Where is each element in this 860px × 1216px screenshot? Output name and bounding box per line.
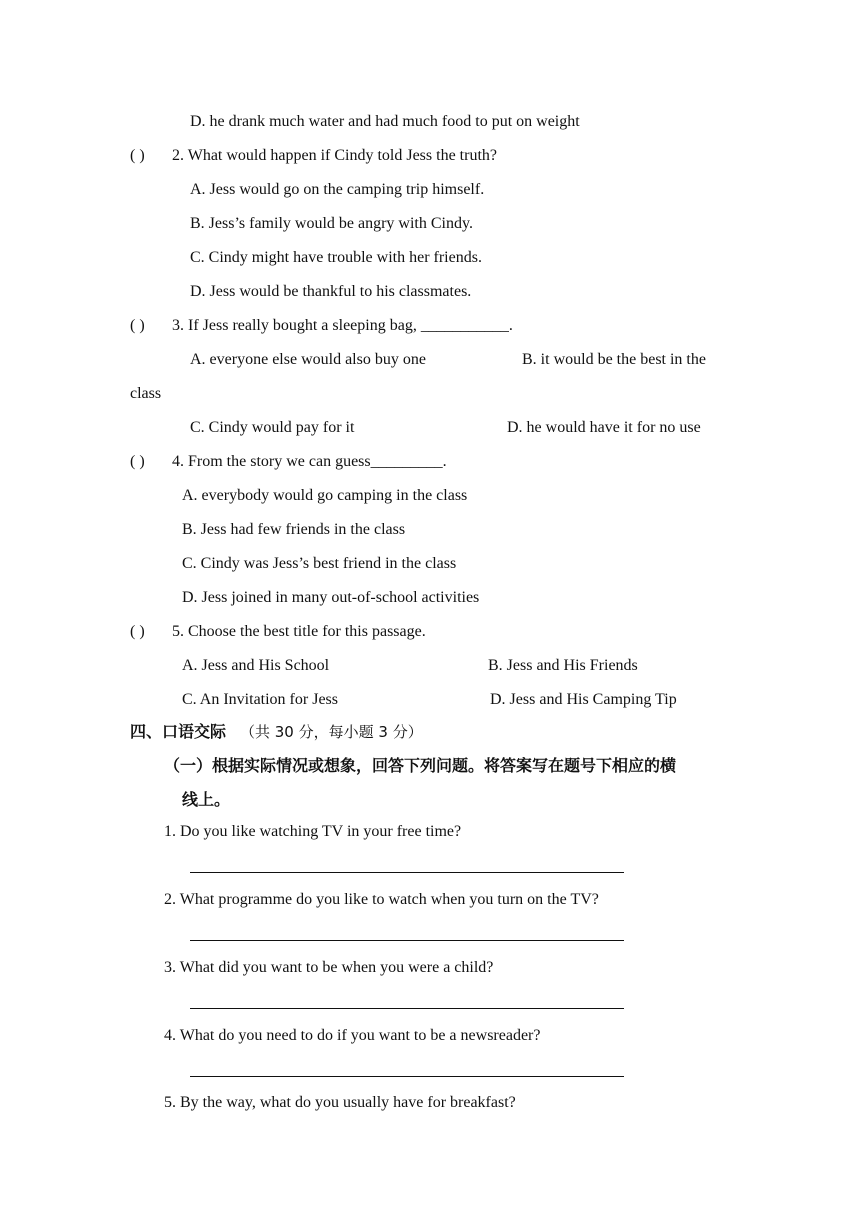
answer-line-4[interactable]: [190, 1076, 624, 1077]
section-score: （共 30 分，每小题 3 分）: [240, 723, 423, 741]
q5-answer-blank: ( ): [130, 623, 145, 640]
q2-stem: 2. What would happen if Cindy told Jess the truth?: [172, 147, 497, 164]
q5-option-c: C. An Invitation for Jess: [182, 691, 338, 708]
q3-option-a: A. everyone else would also buy one: [190, 351, 426, 368]
oral-question-2: 2. What programme do you like to watch when you turn on the TV?: [164, 891, 599, 908]
q5-option-d: D. Jess and His Camping Tip: [490, 691, 677, 708]
oral-question-1: 1. Do you like watching TV in your free time?: [164, 823, 462, 840]
q5-option-a: A. Jess and His School: [182, 657, 330, 674]
q3-stem: 3. If Jess really bought a sleeping bag, ___________.: [172, 317, 513, 334]
q2-option-b: B. Jess’s family would be angry with Cindy.: [190, 215, 473, 232]
answer-line-1[interactable]: [190, 872, 624, 873]
q2-option-a: A. Jess would go on the camping trip himself.: [190, 181, 485, 198]
answer-line-2[interactable]: [190, 940, 624, 941]
q4-answer-blank: ( ): [130, 453, 145, 470]
part-instruction-line1: （一）根据实际情况或想象，回答下列问题。将答案写在题号下相应的横: [164, 756, 677, 775]
q2-answer-blank: ( ): [130, 147, 145, 164]
q3-option-b: B. it would be the best in the: [522, 351, 706, 368]
q3-option-d: D. he would have it for no use: [507, 419, 701, 436]
q2-option-c: C. Cindy might have trouble with her friends.: [190, 249, 482, 266]
q4-option-c: C. Cindy was Jess’s best friend in the class: [182, 555, 457, 572]
q3-answer-blank: ( ): [130, 317, 145, 334]
oral-question-5: 5. By the way, what do you usually have for breakfast?: [164, 1094, 516, 1111]
part-instruction-line2: 线上。: [182, 790, 231, 809]
q5-stem: 5. Choose the best title for this passage.: [172, 623, 426, 640]
q4-stem: 4. From the story we can guess_________.: [172, 453, 447, 470]
answer-line-3[interactable]: [190, 1008, 624, 1009]
section-title: 四、口语交际: [130, 722, 227, 741]
oral-question-4: 4. What do you need to do if you want to be a newsreader?: [164, 1027, 541, 1044]
q4-option-b: B. Jess had few friends in the class: [182, 521, 406, 538]
q2-option-d: D. Jess would be thankful to his classmates.: [190, 283, 472, 300]
q5-option-b: B. Jess and His Friends: [488, 657, 638, 674]
q4-option-d: D. Jess joined in many out-of-school activities: [182, 589, 480, 606]
q4-option-a: A. everybody would go camping in the class: [182, 487, 468, 504]
q3-option-c: C. Cindy would pay for it: [190, 419, 355, 436]
q1-option-d: D. he drank much water and had much food to put on weight: [190, 113, 580, 130]
q3-option-b-wrap: class: [130, 385, 162, 402]
oral-question-3: 3. What did you want to be when you were a child?: [164, 959, 494, 976]
